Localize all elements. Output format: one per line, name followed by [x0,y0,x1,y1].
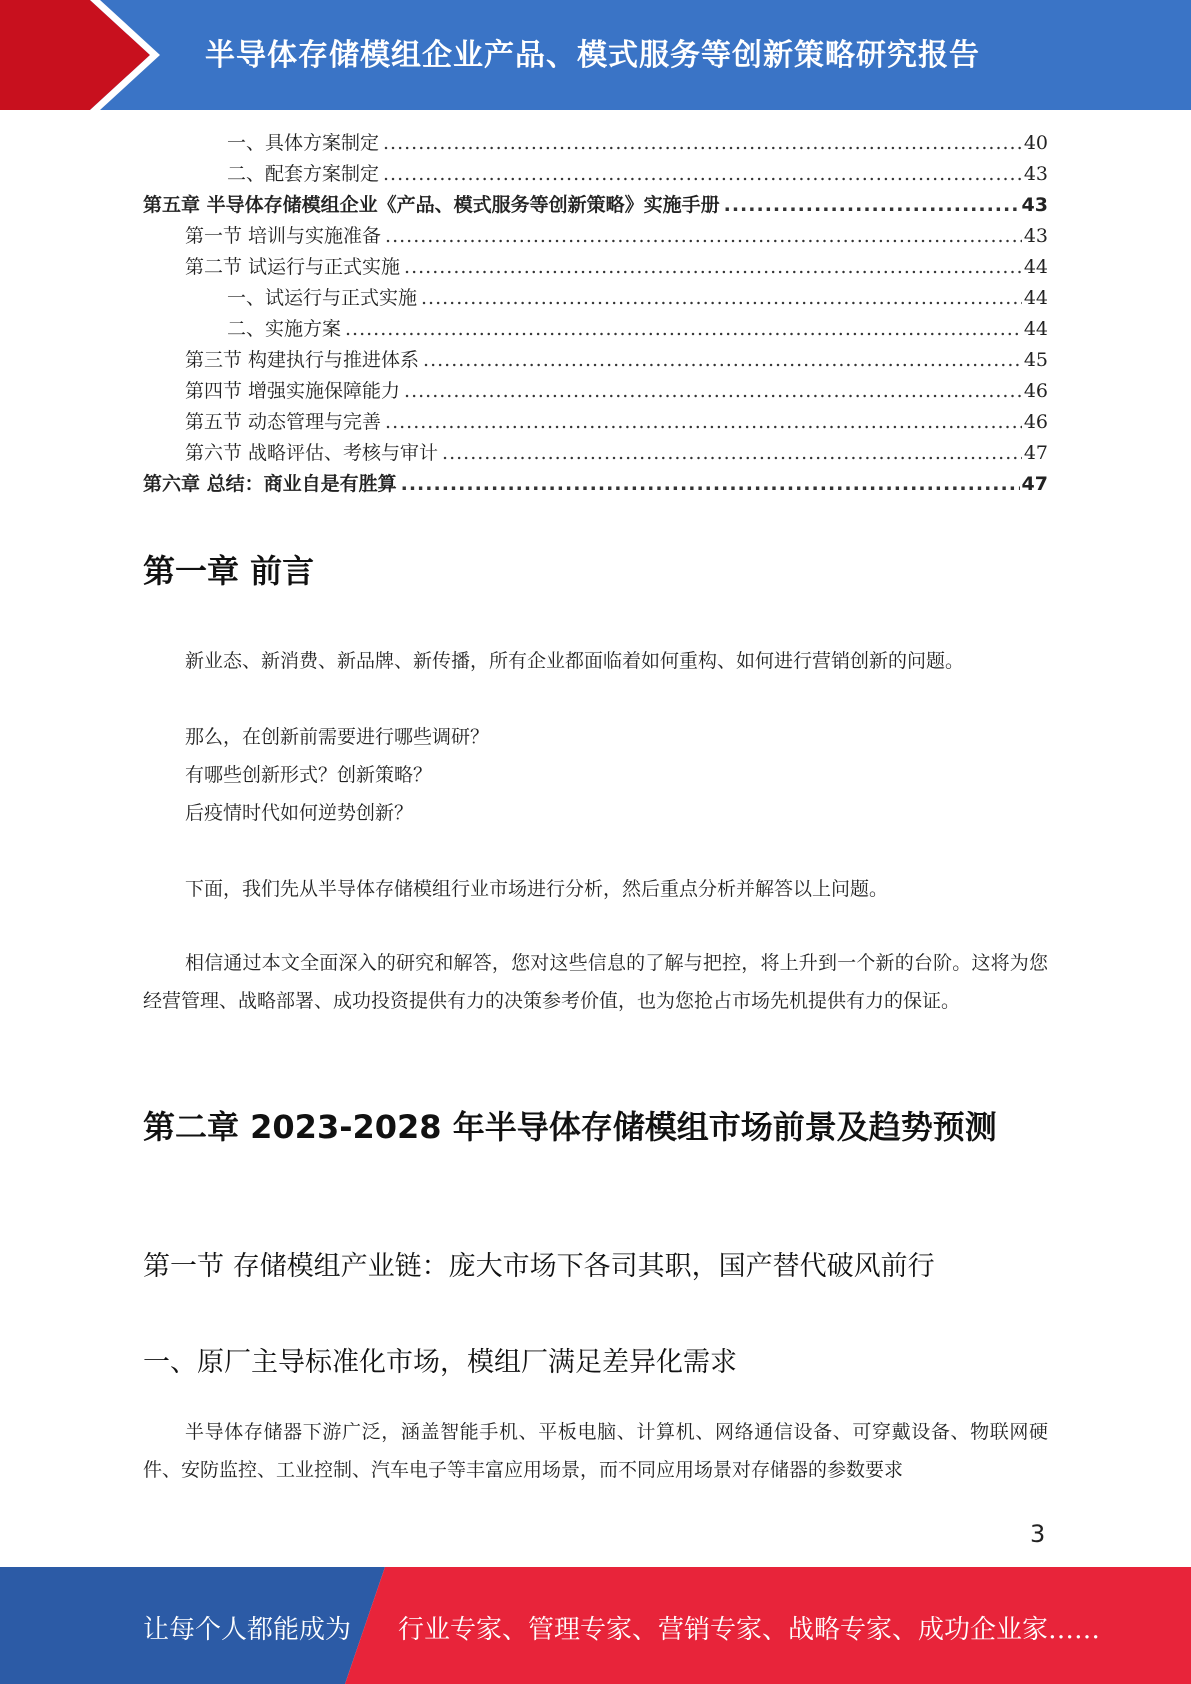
toc-leader [423,349,1022,371]
toc-item[interactable] [185,252,1048,283]
toc-item-title: 一、试运行与正式实施 [227,283,421,310]
toc-leader [385,411,1022,433]
toc-item-title: 第二节 试运行与正式实施 [185,252,404,279]
footer-slogan-right: 行业专家、管理专家、营销专家、战略专家、成功企业家…… [398,1615,1101,1645]
toc-item-title: 二、配套方案制定 [227,159,383,186]
toc-item[interactable] [143,469,1048,500]
toc-item[interactable] [227,128,1048,159]
toc-item-title: 一、具体方案制定 [227,128,383,155]
toc-item-page: 47 [1023,442,1048,464]
chapter1-paragraph-2: 下面，我们先从半导体存储模组行业市场进行分析，然后重点分析并解答以上问题。 [185,878,889,900]
chapter1-question-2: 有哪些创新形式？创新策略？ [185,764,433,786]
toc-item-page: 45 [1023,349,1048,371]
report-title: 半导体存储模组企业产品、模式服务等创新策略研究报告 [205,38,980,73]
chapter1-paragraph-1: 新业态、新消费、新品牌、新传播，所有企业都面临着如何重构、如何进行营销创新的问题。 [185,650,965,672]
footer-slogan-left: 让每个人都能成为 [143,1615,352,1645]
toc-leader [442,442,1022,464]
toc-item-page: 44 [1023,318,1048,340]
toc-leader [401,473,1020,495]
page-number: 3 [1030,1520,1046,1548]
toc-leader [383,132,1022,154]
toc-item[interactable] [143,190,1048,221]
toc-item[interactable] [227,283,1048,314]
toc-item-page: 43 [1021,194,1048,216]
toc-item-page: 40 [1023,132,1048,154]
page-header [0,0,1191,110]
page-footer [0,1567,1191,1684]
toc-item-title: 二、实施方案 [227,314,345,341]
toc-leader [404,256,1022,278]
toc-leader [724,194,1020,216]
toc-item-page: 44 [1023,287,1048,309]
toc-item-page: 46 [1023,411,1048,433]
chapter1-heading: 第一章 前言 [143,552,315,590]
toc-item[interactable] [185,221,1048,252]
toc-item-title: 第五节 动态管理与完善 [185,407,385,434]
toc-item-page: 47 [1021,473,1048,495]
toc-item[interactable] [227,314,1048,345]
chapter1-question-3: 后疫情时代如何逆势创新？ [185,802,414,824]
toc-item-page: 46 [1023,380,1048,402]
toc-leader [404,380,1022,402]
toc-item[interactable] [185,407,1048,438]
toc-leader [383,163,1022,185]
chapter2-heading: 第二章 2023-2028 年半导体存储模组市场前景及趋势预测 [143,1108,997,1146]
toc-item-title: 第六章 总结：商业自是有胜算 [143,469,401,496]
chapter1-question-1: 那么，在创新前需要进行哪些调研？ [185,726,490,748]
toc-leader [385,225,1022,247]
toc-item[interactable] [227,159,1048,190]
toc-item-title: 第五章 半导体存储模组企业《产品、模式服务等创新策略》实施手册 [143,190,724,217]
toc-item[interactable] [185,438,1048,469]
toc-item-page: 43 [1023,163,1048,185]
toc-item[interactable] [185,345,1048,376]
toc-item-title: 第一节 培训与实施准备 [185,221,385,248]
toc-item-title: 第六节 战略评估、考核与审计 [185,438,442,465]
chapter1-paragraph-3: 相信通过本文全面深入的研究和解答，您对这些信息的了解与把控，将上升到一个新的台阶。这将为您经营管理、战略部署、成功投资提供有力的决策参考价值，也为您抢占市场先机提供有力的保证。 [143,952,1048,1012]
chapter2-paragraph-1: 半导体存储器下游广泛，涵盖智能手机、平板电脑、计算机、网络通信设备、可穿戴设备、物联网硬件、安防监控、工业控制、汽车电子等丰富应用场景，而不同应用场景对存储器的参数要求 [143,1421,1048,1481]
toc-item-title: 第四节 增强实施保障能力 [185,376,404,403]
subsection1-heading: 一、原厂主导标准化市场，模组厂满足差异化需求 [143,1347,737,1378]
section1-heading: 第一节 存储模组产业链：庞大市场下各司其职，国产替代破风前行 [143,1251,935,1282]
toc-item-title: 第三节 构建执行与推进体系 [185,345,423,372]
toc-item[interactable] [185,376,1048,407]
toc-item-page: 43 [1023,225,1048,247]
toc-leader [345,318,1022,340]
toc-item-page: 44 [1023,256,1048,278]
toc-leader [421,287,1022,309]
